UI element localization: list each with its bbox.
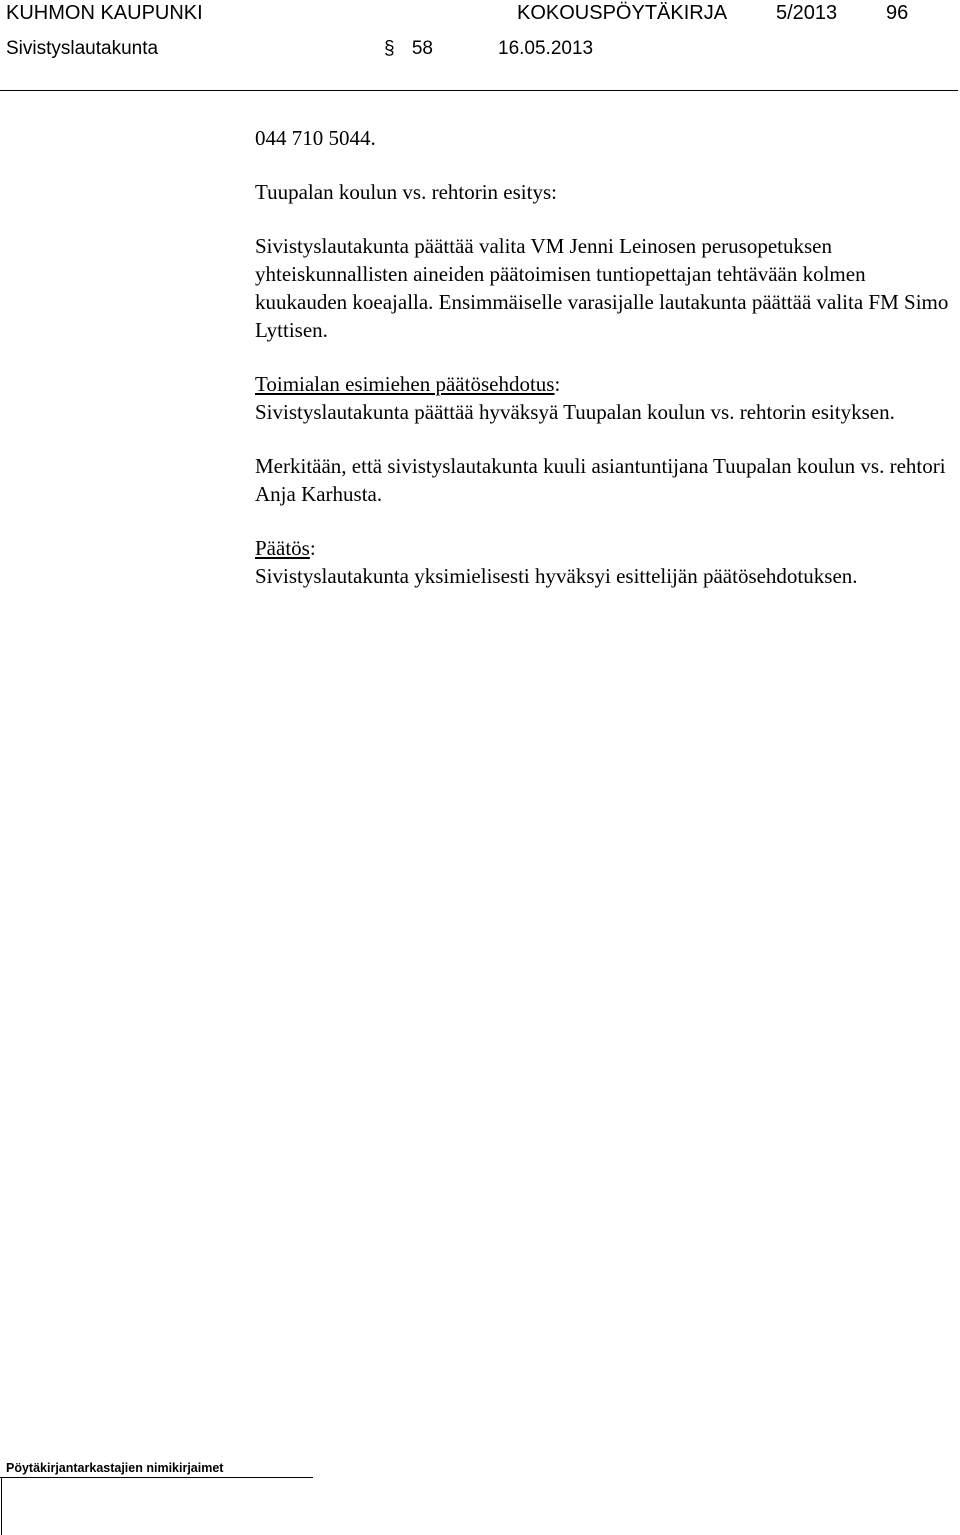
page-number: 96: [886, 2, 909, 24]
decision-label: Päätös: [255, 536, 310, 560]
recommendation-text: Sivistyslautakunta päättää hyväksyä Tuupalan koulun vs. rehtorin esityksen.: [255, 400, 895, 424]
organization-name: KUHMON KAUPUNKI: [6, 2, 203, 24]
recommendation-label: Toimialan esimiehen päätösehdotus: [255, 372, 555, 396]
meeting-number: 5/2013: [776, 2, 838, 24]
signatures-divider: [0, 1477, 313, 1478]
page-subheader: [0, 36, 960, 66]
decision-block: [255, 534, 955, 590]
header-divider: [0, 90, 958, 91]
recommendation-colon: :: [554, 372, 561, 396]
meeting-date: 16.05.2013: [498, 38, 594, 59]
page-header: [0, 0, 960, 30]
document-type: KOKOUSPÖYTÄKIRJA: [517, 2, 728, 24]
board-name: Sivistyslautakunta: [6, 38, 159, 59]
decision-text: Sivistyslautakunta yksimielisesti hyväksyi esittelijän päätösehdotuksen.: [255, 564, 858, 588]
decision-colon: :: [309, 536, 316, 560]
signatures-box-edge: [1, 1477, 2, 1535]
recommendation-block: [255, 370, 955, 426]
phone-line: 044 710 5044.: [255, 126, 376, 150]
proposal-text: Sivistyslautakunta päättää valita VM Jenni Leinosen perusopetuksen yhteiskunnallisten aineiden päätoimisen tuntiopettajan tehtävään kolmen kuukauden koeajalla. Ensimmäiselle varasijalle lautakunta päättää valita FM Simo Lyttisen.: [255, 234, 949, 342]
section-reference: [384, 36, 433, 62]
section-sign-icon: §: [384, 38, 395, 59]
document-body: [255, 124, 955, 616]
note-text: Merkitään, että sivistyslautakunta kuuli asiantuntijana Tuupalan koulun vs. rehtori Anja Karhusta.: [255, 454, 946, 506]
proposal-heading: Tuupalan koulun vs. rehtorin esitys:: [255, 180, 557, 204]
section-number: 58: [411, 38, 433, 59]
signatures-label: Pöytäkirjantarkastajien nimikirjaimet: [6, 1461, 224, 1475]
